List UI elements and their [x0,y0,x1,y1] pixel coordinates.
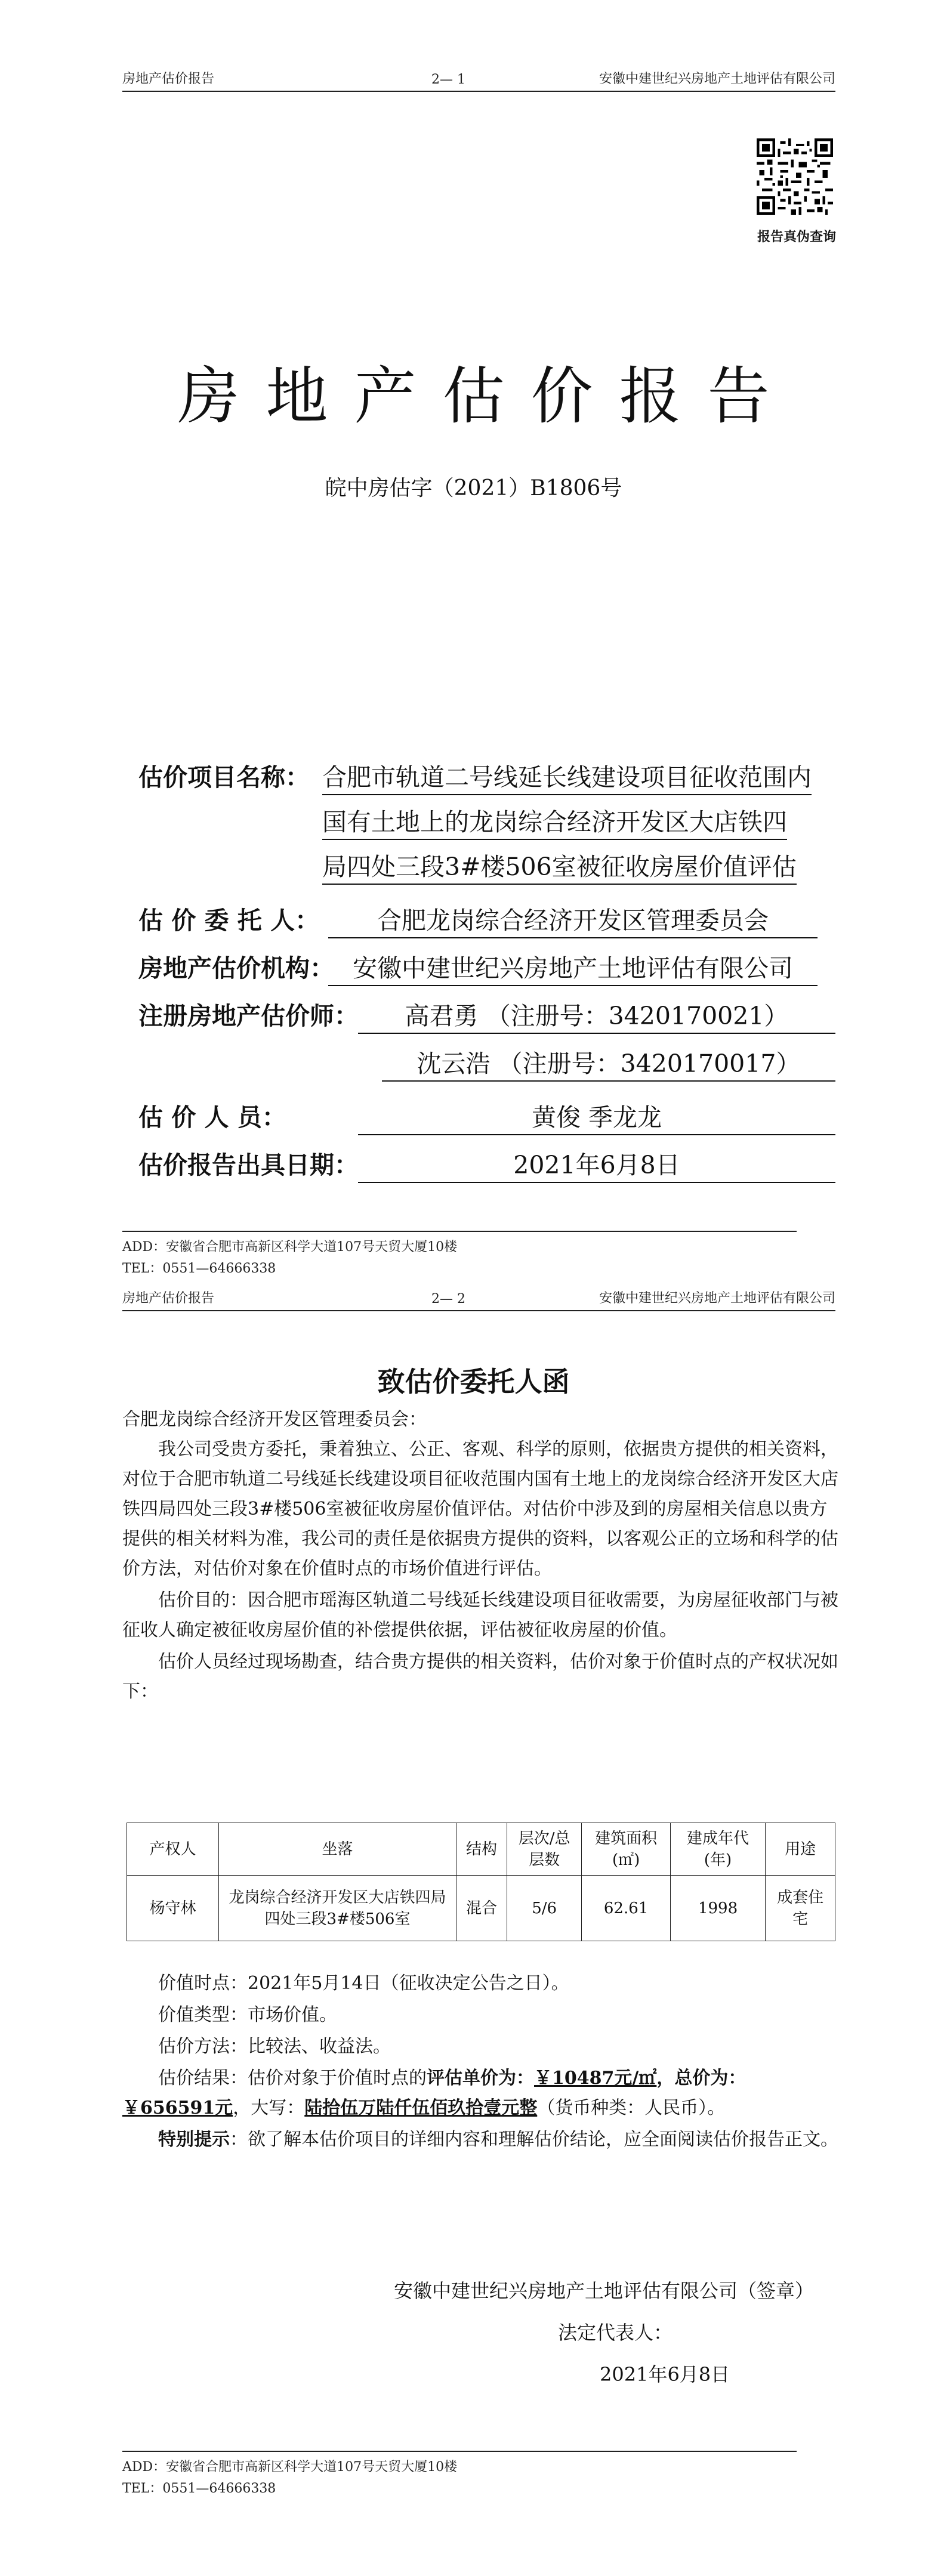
header-page-number: 2— 1 [431,72,465,87]
qr-caption: 报告真伪查询 [757,229,836,245]
valuation-method: 估价方法：比较法、收益法。 [158,2036,391,2057]
table-header: 建筑面积(㎡) [582,1823,671,1876]
report-number: 皖中房估字（2021）B1806号 [325,476,622,501]
letter-conclusion [122,1969,838,2157]
footer-address: ADD：安徽省合肥市高新区科学大道107号天贸大厦10楼 [122,2460,458,2475]
table-cell: 1998 [670,1876,765,1941]
table-header: 建成年代(年) [670,1823,765,1876]
footer-rule [122,2451,797,2452]
notice-label: 特别提示 [158,2129,230,2150]
table-cell: 混合 [456,1876,507,1941]
client-value: 合肥龙岗综合经济开发区管理委员会 [328,904,818,938]
agency-label: 房地产估价机构： [138,954,334,983]
unit-price: ￥10487元/㎡ [534,2068,657,2089]
paragraph-purpose: 估价目的：因合肥市瑶海区轨道二号线延长线建设项目征收需要，为房屋征收部门与被征收人确定被征收房屋价值的补偿提供依据，评估被征收房屋的价值。 [122,1590,838,1641]
signature-date: 2021年6月8日 [600,2363,730,2386]
table-header-row [127,1823,835,1876]
letter-title: 致估价委托人函 [377,1366,570,1398]
footer-address: ADD：安徽省合肥市高新区科学大道107号天贸大厦10楼 [122,1240,458,1255]
total-price-uppercase: 陆拾伍万陆仟伍佰玖拾壹元整 [304,2098,538,2118]
value-type: 价值类型：市场价值。 [158,2004,337,2025]
appraiser-2: 沈云浩 （注册号：3420170017） [382,1047,835,1082]
property-table [127,1823,835,1941]
table-cell: 62.61 [582,1876,671,1941]
table-header: 产权人 [127,1823,219,1876]
header-title: 房地产估价报告 [122,72,215,87]
footer-tel: TEL：0551—64666338 [122,2481,276,2496]
project-line-1: 合肥市轨道二号线延长线建设项目征收范围内 [322,761,812,795]
header-page-number: 2— 2 [431,1292,465,1306]
special-notice [122,2125,838,2155]
footer-tel: TEL：0551—64666338 [122,1261,276,1276]
staff-value: 黄俊 季龙龙 [358,1101,835,1135]
table-header: 层次/总层数 [507,1823,582,1876]
table-cell: 杨守林 [127,1876,219,1941]
project-line-3: 局四处三段3#楼506室被征收房屋价值评估 [322,850,797,885]
paragraph-rights: 估价人员经过现场勘查，结合贵方提供的相关资料，估价对象于价值时点的产权状况如下： [122,1651,838,1702]
table-row [127,1876,835,1941]
total-label: ，总价为： [656,2068,747,2089]
valuation-result [122,2064,838,2123]
result-prefix: 估价结果：估价对象于价值时点的 [158,2068,427,2089]
table-cell: 成套住宅 [766,1876,835,1941]
page-header [122,70,835,92]
qr-code-icon[interactable] [757,138,833,215]
notice-text: ：欲了解本估价项目的详细内容和理解估价结论，应全面阅读估价报告正文。 [230,2129,838,2150]
table-header: 坐落 [218,1823,456,1876]
page-footer [122,2451,835,2500]
date-label: 估价报告出具日期： [138,1151,359,1179]
header-title: 房地产估价报告 [122,1291,215,1306]
header-company: 安徽中建世纪兴房地产土地评估有限公司 [599,72,835,87]
project-line-2: 国有土地上的龙岗综合经济开发区大店铁四 [322,805,787,840]
staff-label: 估 价 人 员： [138,1103,286,1132]
header-company: 安徽中建世纪兴房地产土地评估有限公司 [599,1291,835,1306]
appraisers-label: 注册房地产估价师： [138,1002,359,1030]
total-price: ￥656591元 [122,2098,233,2118]
client-label: 估 价 委 托 人： [138,906,320,935]
table-header: 结构 [456,1823,507,1876]
page-header [122,1290,835,1311]
table-cell: 5/6 [507,1876,582,1941]
paragraph-1: 我公司受贵方委托，秉着独立、公正、客观、科学的原则，依据贵方提供的相关资料，对位于合肥市轨道二号线延长线建设项目征收范围内国有土地上的龙岗综合经济开发区大店铁四局四处三段3#楼506室被征收房屋价值评估。对估价中涉及到的房屋相关信息以贵方提供的相关材料为准，我公司的责任是依据贵方提供的资料，以客观公正的立场和科学的估价方法，对估价对象在价值时点的市场价值进行评估。 [122,1439,838,1579]
unit-price-label: 评估单价为： [427,2068,534,2089]
date-value: 2021年6月8日 [358,1148,835,1183]
project-label: 估价项目名称： [138,763,310,792]
footer-rule [122,1231,797,1232]
signature-company: 安徽中建世纪兴房地产土地评估有限公司（签章） [394,2280,815,2302]
salutation: 合肥龙岗综合经济开发区管理委员会： [122,1409,427,1430]
agency-value: 安徽中建世纪兴房地产土地评估有限公司 [328,952,818,986]
letter-intro [122,1405,838,1709]
result-suffix: （货币种类：人民币）。 [537,2098,726,2118]
table-cell: 龙岗综合经济开发区大店铁四局四处三段3#楼506室 [218,1876,456,1941]
upper-label: ，大写： [233,2098,305,2118]
report-title: 房地产估价报告 [177,360,796,433]
value-date: 价值时点：2021年5月14日（征收决定公告之日）。 [158,1973,569,1994]
page-footer [122,1231,835,1280]
legal-representative: 法定代表人： [558,2321,673,2344]
table-header: 用途 [766,1823,835,1876]
appraiser-1: 高君勇 （注册号：3420170021） [358,999,835,1034]
